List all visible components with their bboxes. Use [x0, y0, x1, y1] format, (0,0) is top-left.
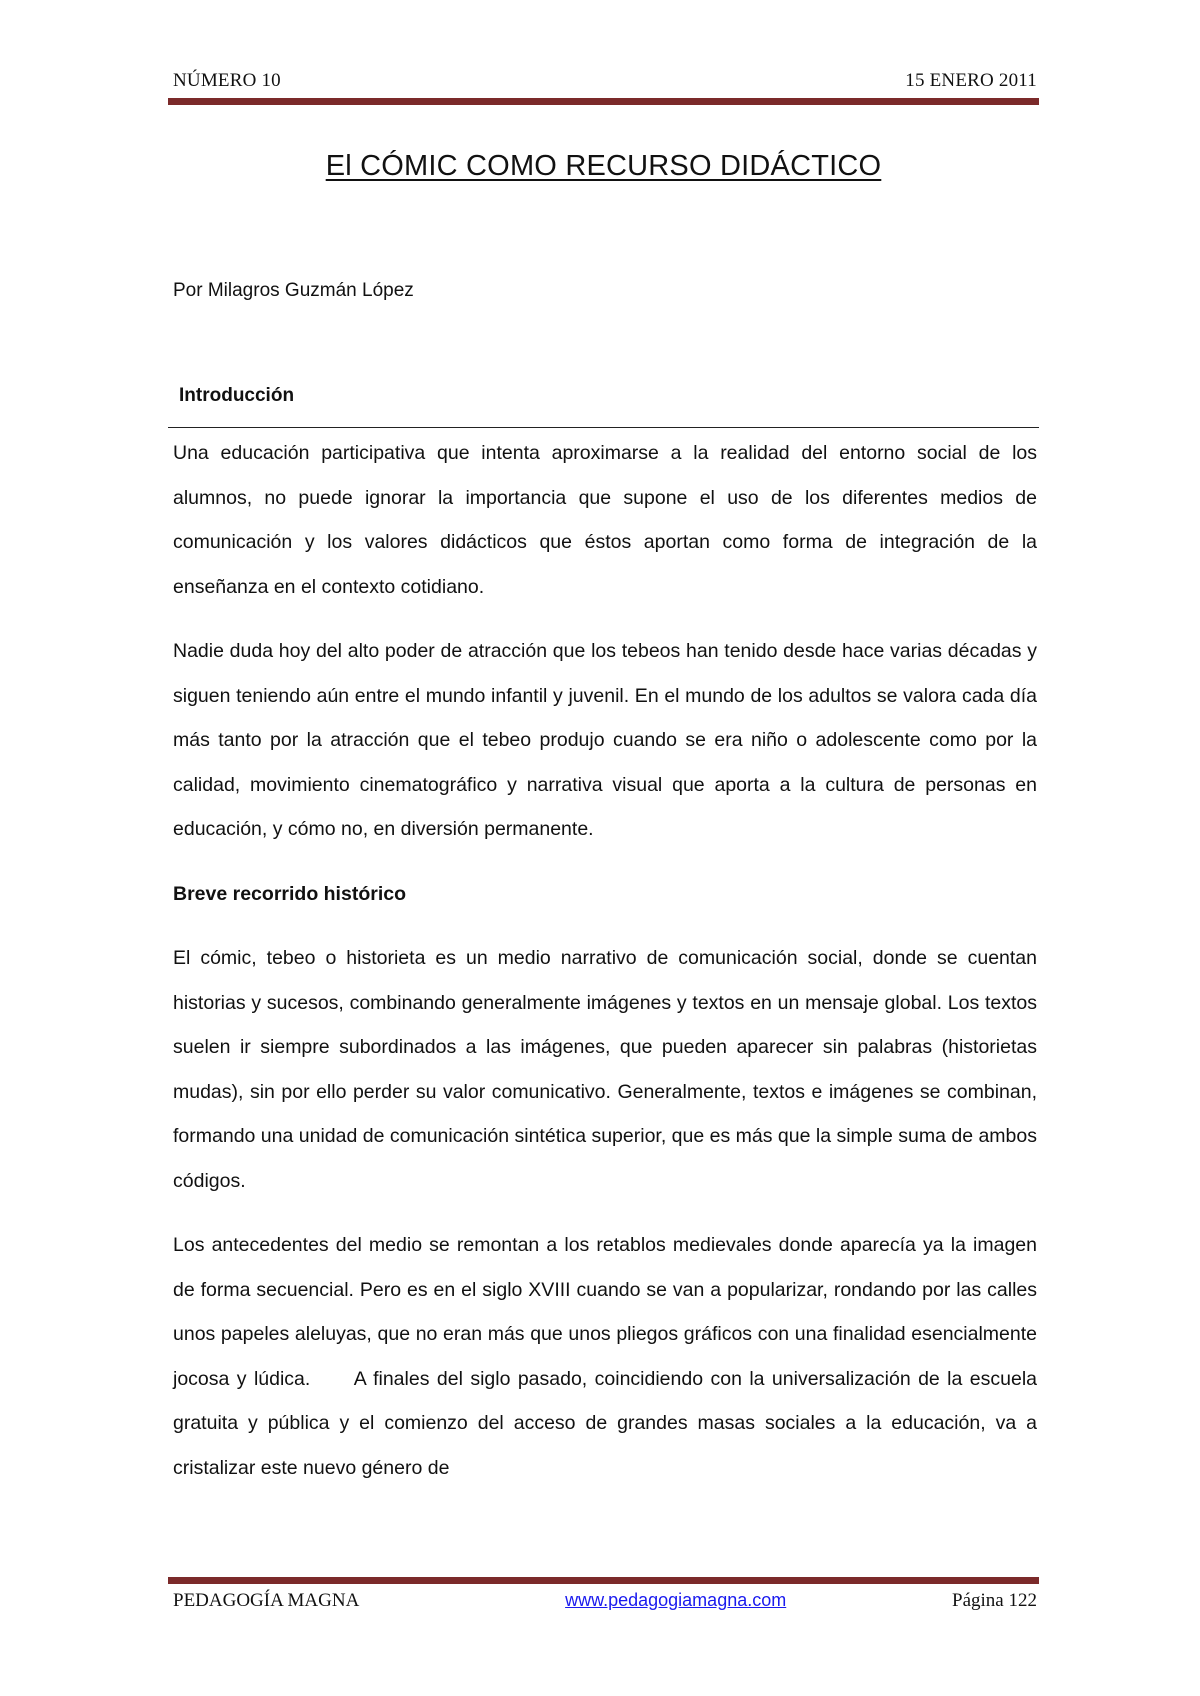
- paragraph-1: Una educación participativa que intenta aproximarse a la realidad del entorno social de los alumnos, no puede ignorar la importancia que supone el uso de los diferentes medios de comunicación y los valores didácticos que éstos aportan como forma de integración de la enseñanza en el contexto cotidiano.: [173, 442, 1037, 598]
- intro-heading: Introducción: [179, 385, 295, 406]
- website-link[interactable]: www.pedagogiamagna.com: [565, 1590, 787, 1610]
- publication-name: PEDAGOGÍA MAGNA: [173, 1590, 360, 1611]
- intro-rule: [168, 427, 1039, 428]
- issue-date: 15 ENERO 2011: [905, 70, 1037, 91]
- paragraph-4: Los antecedentes del medio se remontan a los retablos medievales donde aparecía ya la imagen de forma secuencial. Pero es en el siglo XVIII cuando se van a popularizar, rondando por las calles unos papeles aleluyas, que no eran más que unos pliegos gráficos con una finalidad esencialmente jocosa y lúdica. A finales del siglo pasado, coincidiendo con la universalización de la escuela gratuita y pública y el comienzo del acceso de grandes masas sociales a la educación, va a cristalizar este nuevo género de: [173, 1234, 1043, 1479]
- page-header: [173, 70, 1037, 92]
- footer-rule: [168, 1577, 1039, 1584]
- article-body: [173, 431, 1043, 1510]
- issue-number: NÚMERO 10: [173, 70, 281, 91]
- header-rule: [168, 98, 1039, 105]
- paragraph-2: Nadie duda hoy del alto poder de atracción que los tebeos han tenido desde hace varias décadas y siguen teniendo aún entre el mundo infantil y juvenil. En el mundo de los adultos se valora cada día más tanto por la atracción que el tebeo produjo cuando se era niño o adolescente como por la calidad, movimiento cinematográfico y narrativa visual que aporta a la cultura de personas en educación, y cómo no, en diversión permanente.: [173, 640, 1037, 840]
- page-number: Página 122: [952, 1590, 1037, 1611]
- article-author: Por Milagros Guzmán López: [173, 280, 414, 301]
- page-footer: [173, 1590, 1037, 1612]
- article-title: El CÓMIC COMO RECURSO DIDÁCTICO: [325, 150, 882, 182]
- section-heading: Breve recorrido histórico: [173, 882, 406, 905]
- paragraph-3: El cómic, tebeo o historieta es un medio narrativo de comunicación social, donde se cuentan historias y sucesos, combinando generalmente imágenes y textos en un mensaje global. Los textos suelen ir siempre subordinados a las imágenes, que pueden aparecer sin palabras (historietas mudas), sin por ello perder su valor comunicativo. Generalmente, textos e imágenes se combinan, formando una unidad de comunicación sintética superior, que es más que la simple suma de ambos códigos.: [173, 947, 1037, 1192]
